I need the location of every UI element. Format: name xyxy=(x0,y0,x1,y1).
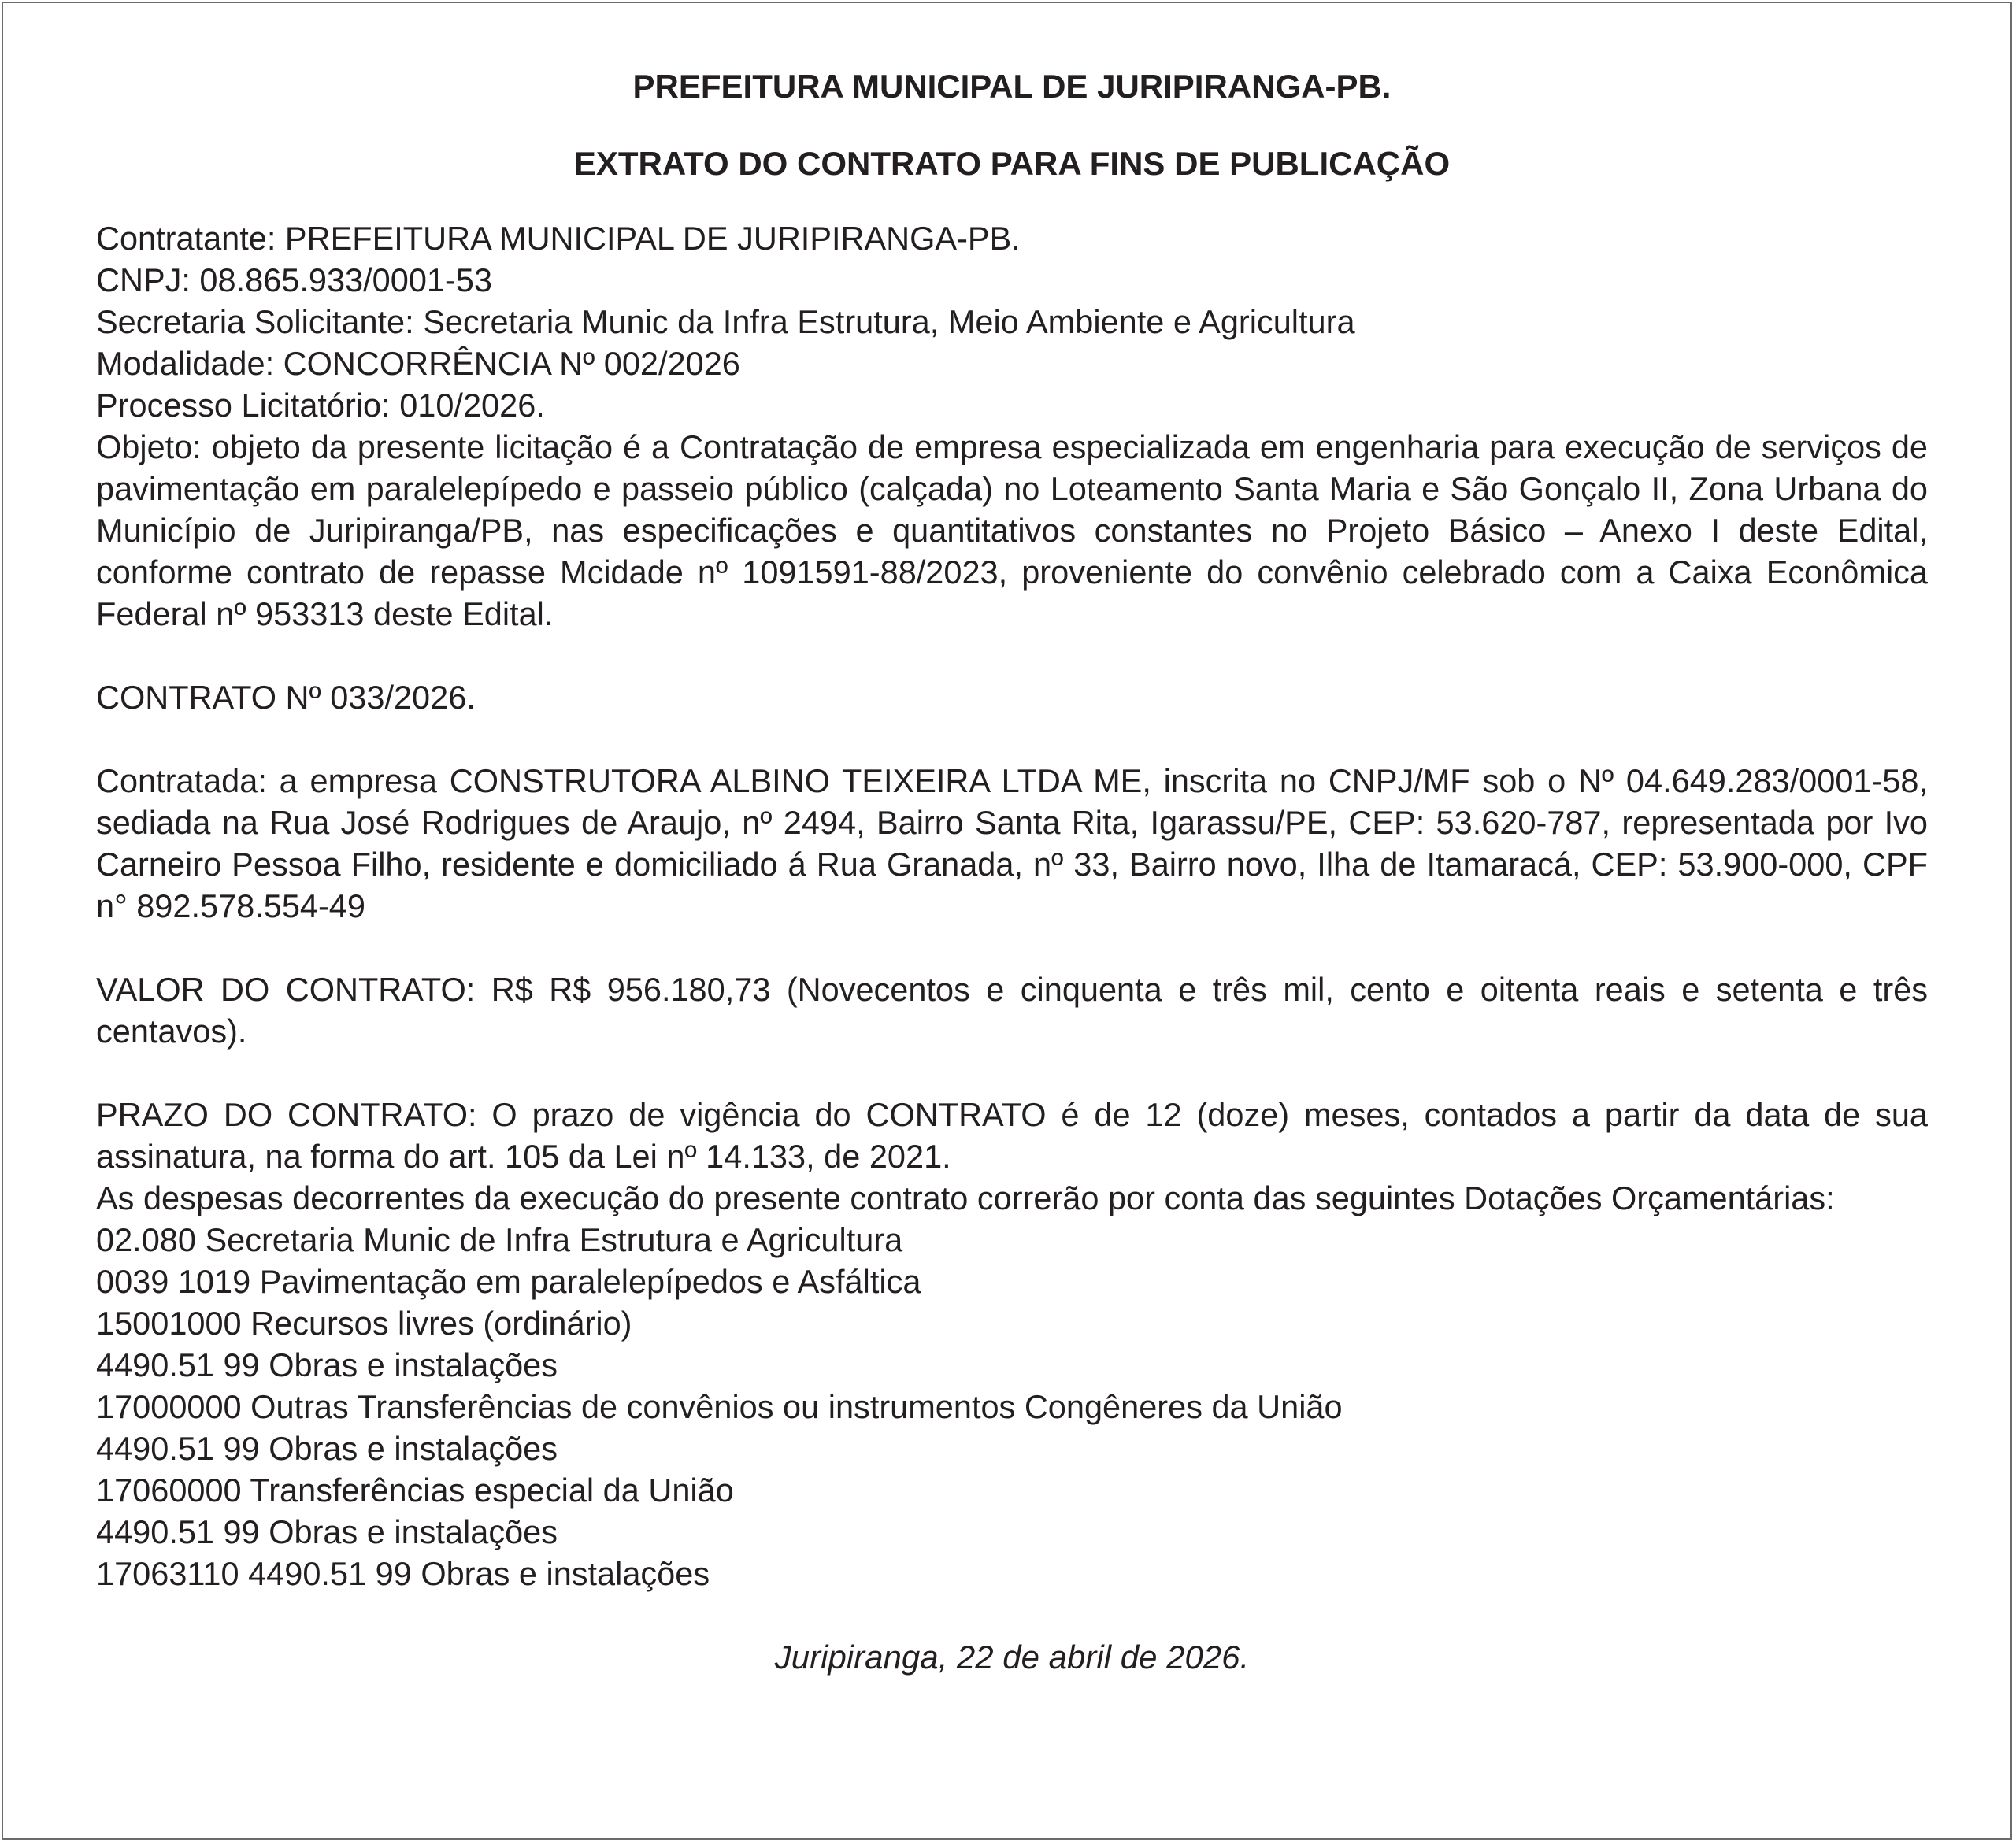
dotacao-line: 0039 1019 Pavimentação em paralelepípedos e Asfáltica xyxy=(96,1263,921,1300)
objeto-paragraph: Objeto: objeto da presente licitação é a Contratação de empresa especializada em engenharia para execução de serviços de pavimentação em paralelepípedo e passeio público (calçada) no Loteamento Santa Maria e São Gonçalo II, Zona Urbana do Município de Juripiranga/PB, nas especificações e quantitativos constantes no Projeto Básico – Anexo I deste Edital, conforme contrato de repasse Mcidade nº 1091591-88/2023, proveniente do convênio celebrado com a Caixa Econômica Federal nº 953313 deste Edital. xyxy=(96,428,1928,632)
contratante-line: Contratante: PREFEITURA MUNICIPAL DE JURIPIRANGA-PB. xyxy=(96,220,1021,257)
processo-line: Processo Licitatório: 010/2026. xyxy=(96,387,545,424)
dotacao-line: 4490.51 99 Obras e instalações xyxy=(96,1430,558,1467)
prazo-paragraph: PRAZO DO CONTRATO: O prazo de vigência do CONTRATO é de 12 (doze) meses, contados a partir da data de sua assinatura, na forma do art. 105 da Lei nº 14.133, de 2021. xyxy=(96,1096,1928,1175)
dotacao-line: 17060000 Transferências especial da União xyxy=(96,1472,734,1509)
dotacao-line: 17000000 Outras Transferências de convênios ou instrumentos Congêneres da União xyxy=(96,1388,1343,1425)
document-title: PREFEITURA MUNICIPAL DE JURIPIRANGA-PB. xyxy=(632,68,1392,105)
contrato-number: CONTRATO Nº 033/2026. xyxy=(96,679,476,716)
prazo-section xyxy=(96,1094,1928,1594)
dotacao-line: 02.080 Secretaria Munic de Infra Estrutura e Agricultura xyxy=(96,1221,903,1258)
dotacao-line: 4490.51 99 Obras e instalações xyxy=(96,1346,558,1383)
contratada-paragraph: Contratada: a empresa CONSTRUTORA ALBINO TEIXEIRA LTDA ME, inscrita no CNPJ/MF sob o Nº 04.649.283/0001-58, sediada na Rua José Rodrigues de Araujo, nº 2494, Bairro Santa Rita, Igarassu/PE, CEP: 53.620-787, representada por Ivo Carneiro Pessoa Filho, residente e domiciliado á Rua Granada, nº 33, Bairro novo, Ilha de Itamaracá, CEP: 53.900-000, CPF n° 892.578.554-49 xyxy=(96,762,1928,924)
document-content xyxy=(96,66,1928,1711)
dotacao-line: 4490.51 99 Obras e instalações xyxy=(96,1513,558,1550)
dotacao-line: 15001000 Recursos livres (ordinário) xyxy=(96,1305,632,1342)
contract-details xyxy=(96,217,1928,635)
dotacao-line: 17063110 4490.51 99 Obras e instalações xyxy=(96,1555,710,1592)
despesas-paragraph: As despesas decorrentes da execução do presente contrato correrão por conta das seguintes Dotações Orçamentárias: xyxy=(96,1179,1835,1216)
document-subtitle: EXTRATO DO CONTRATO PARA FINS DE PUBLICAÇÃO xyxy=(573,145,1451,182)
modalidade-line: Modalidade: CONCORRÊNCIA Nº 002/2026 xyxy=(96,345,740,382)
secretaria-line: Secretaria Solicitante: Secretaria Munic da Infra Estrutura, Meio Ambiente e Agricultura xyxy=(96,303,1355,340)
cnpj-line: CNPJ: 08.865.933/0001-53 xyxy=(96,261,492,298)
document-date: Juripiranga, 22 de abril de 2026. xyxy=(774,1638,1250,1676)
valor-paragraph: VALOR DO CONTRATO: R$ R$ 956.180,73 (Novecentos e cinquenta e três mil, cento e oitenta reais e setenta e três centavos). xyxy=(96,971,1928,1050)
document-frame xyxy=(2,2,2012,1840)
